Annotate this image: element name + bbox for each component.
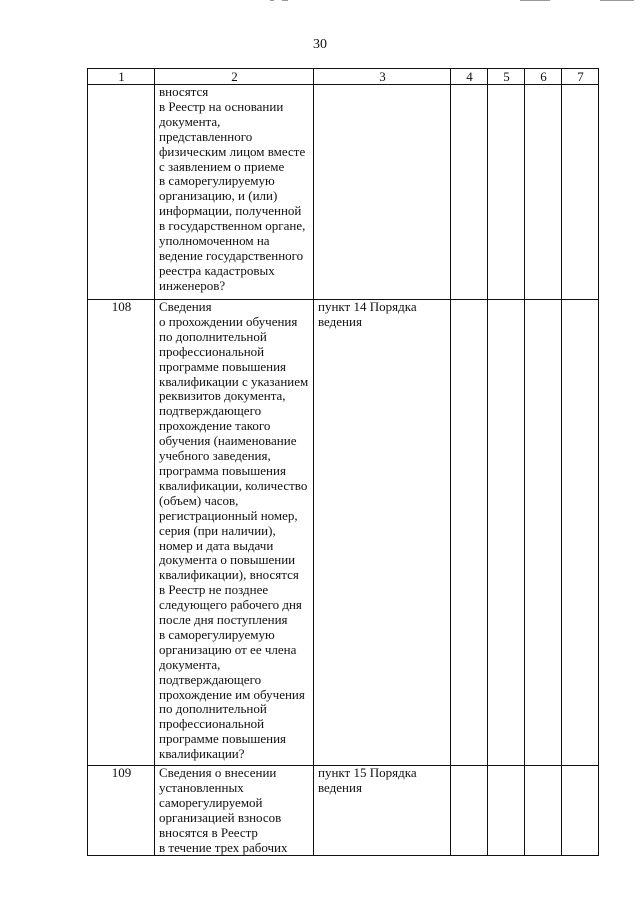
column-header-5: 5: [488, 69, 525, 85]
description-line: подтверждающего: [159, 671, 262, 687]
table-row: [88, 300, 599, 766]
description-line: документа о повышении: [159, 552, 296, 568]
description-line: профессиональной: [159, 716, 265, 732]
row-description: [155, 766, 314, 856]
description-line: уполномоченном на: [159, 233, 270, 249]
description-line: (объем) часов,: [159, 492, 239, 508]
description-line: организацией взносов: [159, 809, 282, 825]
description-line: реквизитов документа,: [159, 388, 286, 404]
description-line: вносятся: [159, 84, 209, 99]
description-line: реестра кадастровых: [159, 262, 275, 278]
reference-line: пункт 15 Порядка: [318, 765, 417, 780]
row-number: [88, 85, 155, 300]
description-line: регистрационный номер,: [159, 507, 298, 523]
description-line: квалификации, количество: [159, 477, 308, 493]
description-line: организацию от ее члена: [159, 641, 297, 657]
reference-line: пункт 14 Порядка: [318, 299, 417, 314]
description-line: в Реестр на основании: [159, 98, 284, 114]
scan-edge-mark: [0, 0, 640, 2]
description-line: в саморегулируемую: [159, 173, 275, 189]
description-line: в течение трех рабочих: [159, 839, 288, 855]
empty-cell-col-7: [562, 300, 599, 766]
reference-line: ведения: [318, 313, 362, 329]
column-header-6: 6: [525, 69, 562, 85]
empty-cell-col-7: [562, 766, 599, 856]
description-line: квалификации), вносятся: [159, 567, 299, 583]
requirements-table: [87, 68, 599, 856]
description-line: программе повышения: [159, 731, 287, 747]
table-row: [88, 766, 599, 856]
empty-cell-col-6: [525, 766, 562, 856]
description-line: документа,: [159, 656, 221, 672]
description-line: физическим лицом вместе: [159, 143, 306, 159]
description-line: следующего рабочего дня: [159, 597, 302, 613]
description-line: документа,: [159, 113, 221, 129]
row-description: [155, 85, 314, 300]
description-line: саморегулируемой: [159, 794, 263, 810]
empty-cell-col-7: [562, 85, 599, 300]
description-line: установленных: [159, 779, 244, 795]
description-line: с заявлением о приеме: [159, 158, 285, 174]
row-number: 109: [88, 766, 155, 856]
column-header-3: 3: [314, 69, 451, 85]
description-line: профессиональной: [159, 343, 265, 359]
column-header-1: 1: [88, 69, 155, 85]
description-line: квалификации с указанием: [159, 373, 309, 389]
description-line: инженеров?: [159, 277, 226, 293]
empty-cell-col-5: [488, 85, 525, 300]
column-header-2: 2: [155, 69, 314, 85]
page-number: 30: [313, 37, 327, 52]
description-line: ведение государственного: [159, 247, 304, 263]
description-line: информации, полученной: [159, 203, 302, 219]
description-line: обучения (наименование: [159, 433, 297, 449]
description-line: в Реестр не позднее: [159, 582, 269, 598]
description-line: номер и дата выдачи: [159, 537, 274, 553]
description-line: организацию, и (или): [159, 188, 278, 204]
row-reference: [314, 85, 451, 300]
description-line: по дополнительной: [159, 328, 267, 344]
empty-cell-col-4: [451, 766, 488, 856]
empty-cell-col-6: [525, 300, 562, 766]
description-line: программа повышения: [159, 462, 286, 478]
column-header-7: 7: [562, 69, 599, 85]
description-line: серия (при наличии),: [159, 522, 276, 538]
description-line: подтверждающего: [159, 403, 262, 419]
column-number-row: [88, 69, 599, 85]
description-line: после дня поступления: [159, 612, 288, 628]
description-line: Сведения: [159, 299, 212, 314]
row-reference: [314, 300, 451, 766]
description-line: квалификации?: [159, 746, 245, 762]
empty-cell-col-4: [451, 85, 488, 300]
description-line: в государственном органе,: [159, 218, 306, 234]
description-line: Сведения о внесении: [159, 765, 277, 780]
description-line: программе повышения: [159, 358, 287, 374]
row-number: 108: [88, 300, 155, 766]
empty-cell-col-5: [488, 766, 525, 856]
empty-cell-col-4: [451, 300, 488, 766]
empty-cell-col-5: [488, 300, 525, 766]
description-line: по дополнительной: [159, 701, 267, 717]
description-line: прохождение им обучения: [159, 686, 305, 702]
description-line: прохождение такого: [159, 418, 271, 434]
column-header-4: 4: [451, 69, 488, 85]
description-line: в саморегулируемую: [159, 626, 275, 642]
row-reference: [314, 766, 451, 856]
table-row: [88, 85, 599, 300]
empty-cell-col-6: [525, 85, 562, 300]
reference-line: ведения: [318, 779, 362, 795]
row-description: [155, 300, 314, 766]
description-line: представленного: [159, 128, 253, 144]
description-line: о прохождении обучения: [159, 313, 298, 329]
description-line: учебного заведения,: [159, 448, 271, 464]
description-line: вносятся в Реестр: [159, 824, 258, 840]
